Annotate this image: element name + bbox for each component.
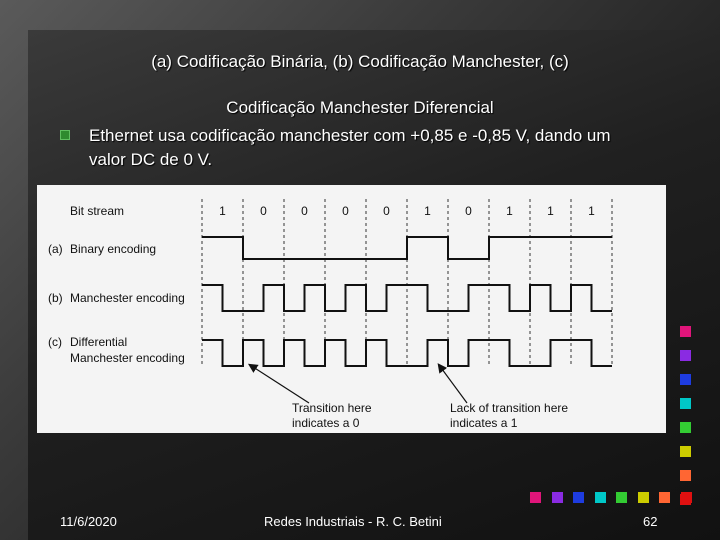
decor-square: [680, 350, 691, 361]
decor-square: [680, 374, 691, 385]
bit-value: 0: [342, 204, 349, 218]
slide-title: [60, 50, 660, 120]
bit-value: 1: [547, 204, 554, 218]
bit-value: 0: [383, 204, 390, 218]
bit-value: 0: [465, 204, 472, 218]
bit-value: 1: [219, 204, 226, 218]
annotation-transition: Transition here: [292, 401, 372, 415]
decor-square: [680, 398, 691, 409]
decor-square: [680, 326, 691, 337]
decor-square: [638, 492, 649, 503]
bit-value: 1: [424, 204, 431, 218]
bit-value: 1: [588, 204, 595, 218]
annotation-no-transition: Lack of transition here: [450, 401, 569, 415]
row-label: Manchester encoding: [70, 291, 185, 305]
binary-waveform: [202, 237, 612, 259]
decor-square: [595, 492, 606, 503]
decor-square: [659, 492, 670, 503]
bit-value: 0: [260, 204, 267, 218]
annotation-no-transition: indicates a 1: [450, 416, 518, 430]
bit-stream-label: Bit stream: [70, 204, 125, 218]
title-line-1: (a) Codificação Binária, (b) Codificação Manchester, (c): [151, 52, 569, 71]
bit-value: 0: [301, 204, 308, 218]
square-bullet-icon: [60, 130, 70, 140]
bit-value: 1: [506, 204, 513, 218]
bullet-text: Ethernet usa codificação manchester com +0,85 e -0,85 V, dando um valor DC de 0 V.: [89, 126, 611, 169]
encoding-figure: [37, 185, 666, 433]
title-line-2: Codificação Manchester Diferencial: [226, 98, 494, 117]
footer-center: Redes Industriais - R. C. Betini: [264, 514, 442, 529]
encoding-diagram: [37, 185, 666, 433]
row-label: Binary encoding: [70, 242, 157, 256]
row-label: Differential: [70, 335, 128, 349]
row-letter: (a): [48, 242, 63, 256]
row-letter: (c): [48, 335, 62, 349]
page-number: 62: [643, 514, 658, 529]
transition-arrow: [250, 365, 309, 403]
decor-square: [530, 492, 541, 503]
no-transition-arrow: [439, 365, 467, 403]
row-letter: (b): [48, 291, 63, 305]
decor-square: [680, 470, 691, 481]
decor-square: [616, 492, 627, 503]
footer-date: 11/6/2020: [60, 514, 117, 529]
decor-square: [552, 492, 563, 503]
annotation-transition: indicates a 0: [292, 416, 360, 430]
decor-square: [680, 422, 691, 433]
decor-square: [681, 492, 692, 503]
decor-square: [680, 446, 691, 457]
row-label: Manchester encoding: [70, 351, 185, 365]
decor-square: [573, 492, 584, 503]
